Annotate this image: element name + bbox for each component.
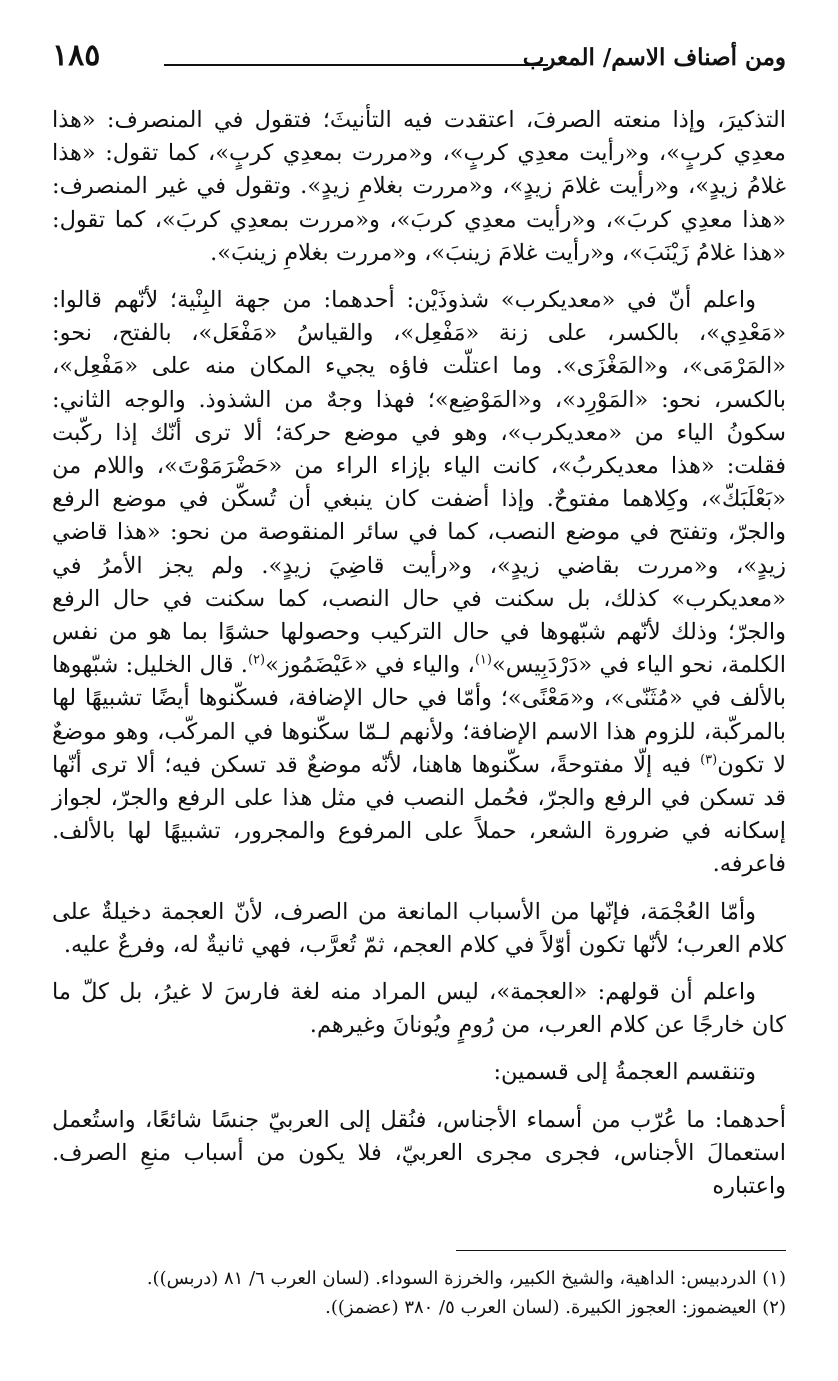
paragraph-segment: فيه إلّا مفتوحةً، سكّنوها هاهنا، لأنّه موضعٌ قد تسكن فيه؛ ألا ترى أنّها قد تسكن في الرفع والجرّ، فحُمل النصب في مثل هذا على الرفع والجرّ، لجواز إسكانه في ضرورة الشعر، حملاً على المرفوع والمجرور، تشبيهًا لها بالألف. فاعرفه. (52, 751, 786, 878)
footnote-ref: (١) (474, 652, 492, 668)
paragraph: أحدهما: ما عُرّب من أسماء الأجناس، فنُقل إلى العربيّ جنسًا شائعًا، واستُعمل استعمالَ الأجناس، فجرى مجرى العربيّ، فلا يكون من أسباب منعِ الصرف. واعتباره (52, 1106, 786, 1200)
header-rule (164, 64, 548, 66)
paragraph: واعلم أنّ في «معديكرب» شذوذَيْن: أحدهما: من جهة البِنْية؛ لأنّهم قالوا: «مَعْدِي»، بالكسر، على زنة «مَفْعِل»، والقياسُ «مَفْعَل»، بالفتح، نحو: «المَرْمَى»، و«المَغْزَى». وما اعتلّت فاؤه يجيء المكان منه على «مَفْعِل»، بالكسر، نحو: «المَوْرِد»، و«المَوْضِع»؛ فهذا وجهٌ من الشذوذ. والوجه الثاني: سكونُ الياء من «معديكرب»، وهو في موضع حركة؛ ألا ترى أنّك إذا ركّبت فقلت: «هذا معديكربُ»، كانت الياء بإزاء الراء من «حَضْرَمَوْتَ»، واللام من «بَعْلَبَكّ»، وكِلاهما مفتوحٌ. وإذا أضفت كان ينبغي أن تُسكّن في موضع الرفع والجرّ، وتفتح في موضع النصب، كما في سائر المنقوصة من نحو: «هذا قاضي زيدٍ»، و«مررت بقاضي زيدٍ»، و«رأيت قاضِيَ زيدٍ». ولم يجز الأمرُ في «معديكرب» كذلك، بل سكنت في حال النصب، كما سكنت في حال الرفع والجرّ؛ وذلك لأنّهم شبّهوها في حال التركيب وحصولها حشوًا بما هو من نفس الكلمة، نحو الياء في «دَرْدَبِيس»$^{(١)}$، والياء في «عَيْضَمُوز»$^{(٢)}$. قال الخليل: شبّهوها بالألف في «مُثَنّى»، و«مَعْنًى»؛ وأمّا في حال الإضافة، فسكّنوها أيضًا تشبيهًا لها بالمركّبة، للزوم هذا الاسم الإضافة؛ ولأنهم لـمّا سكّنوها في المركّب، وهو موضعٌ لا تكون$^{(٣)}$ فيه إلّا مفتوحةً، سكّنوها هاهنا، لأنّه موضعٌ قد تسكن فيه؛ ألا ترى أنّها قد تسكن في الرفع والجرّ، فحُمل النصب في مثل هذا على الرفع والجرّ، لجواز إسكانه في ضرورة الشعر، حملاً على المرفوع والمجرور، تشبيهًا لها بالألف. فاعرفه. (52, 287, 786, 878)
paragraph: وأمّا العُجْمَة، فإنّها من الأسباب المانعة من الصرف، لأنّ العجمة دخيلةٌ على كلام العرب؛ لأنّها تكون أوّلاً في كلام العجم، ثمّ تُعرَّب، فهي ثانيةٌ له، وفرعٌ عليه. (52, 898, 786, 958)
paragraph: التذكيرَ، وإذا منعته الصرفَ، اعتقدت فيه التأنيثَ؛ فتقول في المنصرف: «هذا معدِي كربٍ»، و«رأيت معدِي كربٍ»، و«مررت بمعدِي كربٍ»، كما تقول: «هذا غلامُ زيدٍ»، و«رأيت غلامَ زيدٍ»، و«مررت بغلامِ زيدٍ». وتقول في غير المنصرف: «هذا معدِي كربَ»، و«رأيت معدِي كربَ»، و«مررت بمعدِي كربَ»، كما تقول: «هذا غلامُ زَيْنَبَ»، و«رأيت غلامَ زينبَ»، و«مررت بغلامِ زينبَ». (52, 107, 786, 266)
paragraph-segment: واعلم أنّ في «معديكرب» شذوذَيْن: أحدهما: من جهة البِنْية؛ لأنّهم قالوا: «مَعْدِي»، بالكسر، على زنة «مَفْعِل»، والقياسُ «مَفْعَل»، بالفتح، نحو: «المَرْمَى»، و«المَغْزَى». وما اعتلّت فاؤه يجيء المكان منه على «مَفْعِل»، بالكسر، نحو: «المَوْرِد»، و«المَوْضِع»؛ فهذا وجهٌ من الشذوذ. والوجه الثاني: سكونُ الياء من «معديكرب»، وهو في موضع حركة؛ ألا ترى أنّك إذا ركّبت فقلت: «هذا معديكربُ»، كانت الياء بإزاء الراء من «حَضْرَمَوْتَ»، واللام من «بَعْلَبَكّ»، وكِلاهما مفتوحٌ. وإذا أضفت كان ينبغي أن تُسكّن في موضع الرفع والجرّ، وتفتح في موضع النصب، كما في سائر المنقوصة من نحو: «هذا قاضي زيدٍ»، و«مررت بقاضي زيدٍ»، و«رأيت قاضِيَ زيدٍ». ولم يجز الأمرُ في «معديكرب» كذلك، بل سكنت في حال النصب، كما سكنت في حال الرفع والجرّ؛ وذلك لأنّهم شبّهوها في حال التركيب وحصولها حشوًا بما هو من نفس الكلمة، نحو الياء في «دَرْدَبِيس» (52, 287, 786, 679)
footnote-rule (456, 1250, 786, 1251)
footnotes (52, 1264, 786, 1322)
paragraph-segment: . قال الخليل: شبّهوها بالألف في «مُثَنّى»، و«مَعْنًى»؛ وأمّا في حال الإضافة، فسكّنوها أيضًا تشبيهًا لها بالمركّبة، للزوم هذا الاسم الإضافة؛ ولأنهم لـمّا سكّنوها في المركّب، وهو موضعٌ لا تكون (52, 652, 786, 778)
paragraph: واعلم أن قولهم: «العجمة»، ليس المراد منه لغة فارسَ لا غيرُ، بل كلّ ما كان خارجًا عن كلام العرب، من رُومٍ ويُونانَ وغيرهم. (52, 979, 786, 1039)
body-text (52, 104, 786, 1203)
footnote-ref: (٣) (700, 752, 718, 768)
footnote-ref: (٢) (247, 652, 266, 668)
paragraph: وتنقسم العجمةُ إلى قسمين: (493, 1059, 756, 1086)
footnote: (٢) العيضموز: العجوز الكبيرة. (لسان العرب ٥/ ٣٨٠ (عضمز)). (325, 1297, 786, 1318)
paragraph-segment: والياء في «عَيْضَمُوز» (265, 652, 461, 679)
footnote: (١) الدردبيس: الداهية، والشيخ الكبير، والخرزة السوداء. (لسان العرب ٦/ ٨١ (دربس)). (146, 1268, 786, 1289)
running-title: ومن أصناف الاسم/ المعرب (522, 44, 786, 71)
page-header (52, 34, 786, 74)
page-number: ١٨٥ (52, 38, 101, 73)
